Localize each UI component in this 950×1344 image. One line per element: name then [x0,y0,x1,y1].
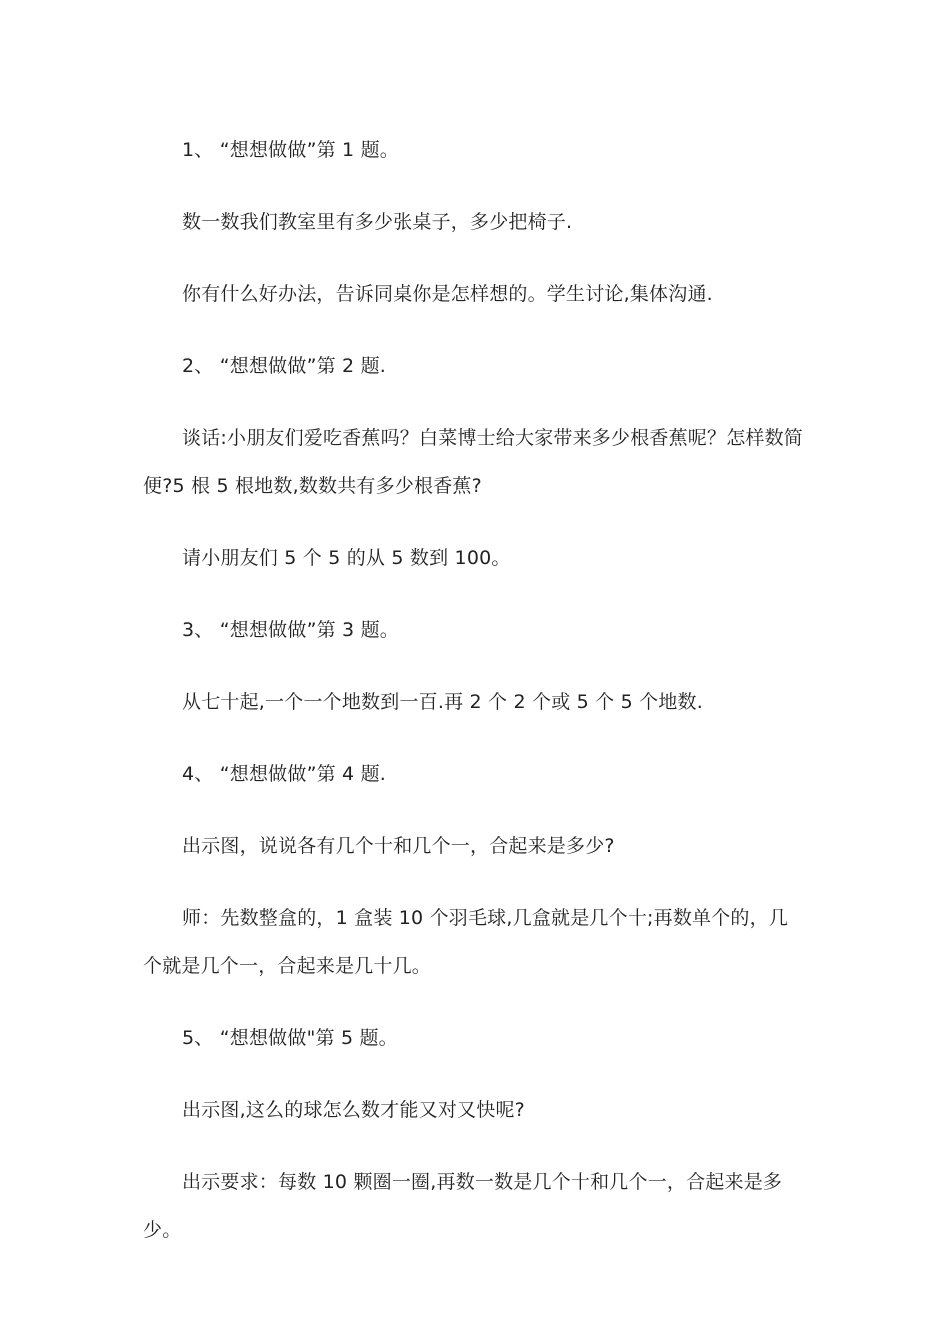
heading-exercise-4: 4、 “想想做做”第 4 题. [182,763,387,785]
paragraph-count-seventy-hundred: 从七十起,一个一个地数到一百.再 2 个 2 个或 5 个 5 个地数. [182,691,703,713]
paragraph-bananas: 谈话:小朋友们爱吃香蕉吗？白菜博士给大家带来多少根香蕉呢？怎样数简便?5 根 5 根地数,数数共有多少根香蕉? [143,427,804,497]
paragraph-teacher-badminton: 师：先数整盒的，1 盒装 10 个羽毛球,几盒就是几个十;再数单个的，几个就是几个一，合起来是几十几。 [143,907,789,977]
heading-exercise-2: 2、 “想想做做”第 2 题. [182,355,387,377]
paragraph-balls-question: 出示图,这么的球怎么数才能又对又快呢? [182,1099,525,1121]
paragraph-tens-ones: 出示图，说说各有几个十和几个一，合起来是多少? [182,835,615,857]
paragraph-count-desks: 数一数我们教室里有多少张桌子，多少把椅子. [182,211,573,233]
paragraph-discussion: 你有什么好办法，告诉同桌你是怎样想的。学生讨论,集体沟通. [182,283,713,305]
paragraph-requirement: 出示要求：每数 10 颗圈一圈,再数一数是几个十和几个一，合起来是多少。 [143,1171,783,1241]
heading-exercise-1: 1、 “想想做做”第 1 题。 [182,139,399,161]
paragraph-count-by-fives: 请小朋友们 5 个 5 的从 5 数到 100。 [182,547,511,569]
document-body [143,126,807,1254]
heading-exercise-3: 3、 “想想做做”第 3 题。 [182,619,399,641]
heading-exercise-5: 5、 “想想做做"第 5 题。 [182,1027,398,1049]
